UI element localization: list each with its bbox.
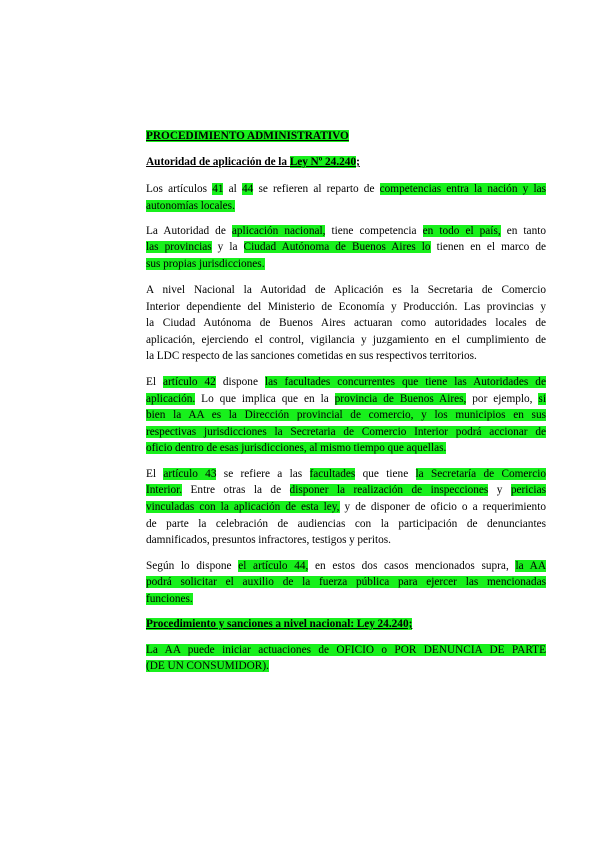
text-line: las provincias y la Ciudad Autónoma de Buenos Aires lo tienen en el marco de — [146, 241, 546, 253]
text-line: de parte la celebración de audiencias con la participación de denunciantes — [146, 518, 546, 530]
text-line: El artículo 42 dispone las facultades concurrentes que tiene las Autoridades de — [146, 376, 546, 388]
text-line: la LDC respecto de las sanciones cometidas en sus respectivos territorios. — [146, 350, 477, 362]
text-line: La AA puede iniciar actuaciones de OFICIO o POR DENUNCIA DE PARTE — [146, 644, 546, 656]
text-line: autonomías locales. — [146, 200, 235, 212]
text-line: respectivas jurisdicciones la Secretaria de Comercio Interior podrá accionar de — [146, 426, 546, 438]
text-line: oficio dentro de esas jurisdicciones, al mismo tiempo que aquellas. — [146, 442, 447, 454]
text-line: Interior. Entre otras la de disponer la realización de inspecciones y pericias — [146, 484, 546, 496]
document-heading: PROCEDIMIENTO ADMINISTRATIVO — [146, 130, 349, 142]
text-line: A nivel Nacional la Autoridad de Aplicación es la Secretaria de Comercio — [146, 284, 546, 296]
text-line: la Ciudad Autónoma de Buenos Aires actuaran como autoridades locales de — [146, 317, 546, 329]
section-subheading-procedimiento: Procedimiento y sanciones a nivel nacional: Ley 24.240; — [146, 618, 413, 630]
text-line: Según lo dispone el artículo 44, en estos dos casos mencionados supra, la AA — [146, 560, 546, 572]
text-line: sus propias jurisdicciones. — [146, 258, 265, 270]
text-line: aplicación. Lo que implica que en la provincia de Buenos Aires, por ejemplo, si — [146, 393, 546, 405]
text-line: funciones. — [146, 593, 193, 605]
text-line: damnificados, presuntos infractores, testigos y peritos. — [146, 534, 391, 546]
text-line: Los artículos 41 al 44 se refieren al reparto de competencias entra la nación y las — [146, 183, 547, 195]
text-line: (DE UN CONSUMIDOR). — [146, 660, 269, 672]
text-line: podrá solicitar el auxilio de la fuerza pública para ejercer las mencionadas — [146, 576, 546, 588]
text-line: El artículo 43 se refiere a las facultades que tiene la Secretaría de Comercio — [146, 468, 546, 480]
text-line: bien la AA es la Dirección provincial de comercio, y los municipios en sus — [146, 409, 546, 421]
text-line: aplicación, ejerciendo el control, vigilancia y juzgamiento en el cumplimiento de — [146, 334, 546, 346]
section-subheading: Autoridad de aplicación de la Ley Nº 24.240; — [146, 156, 360, 168]
text-line: La Autoridad de aplicación nacional, tiene competencia en todo el país, en tanto — [146, 225, 547, 237]
text-line: Interior dependiente del Ministerio de Economía y Producción. Las provincias y — [146, 301, 546, 313]
text-line: vinculadas con la aplicación de esta ley, y de disponer de oficio o a requerimiento — [146, 501, 546, 513]
